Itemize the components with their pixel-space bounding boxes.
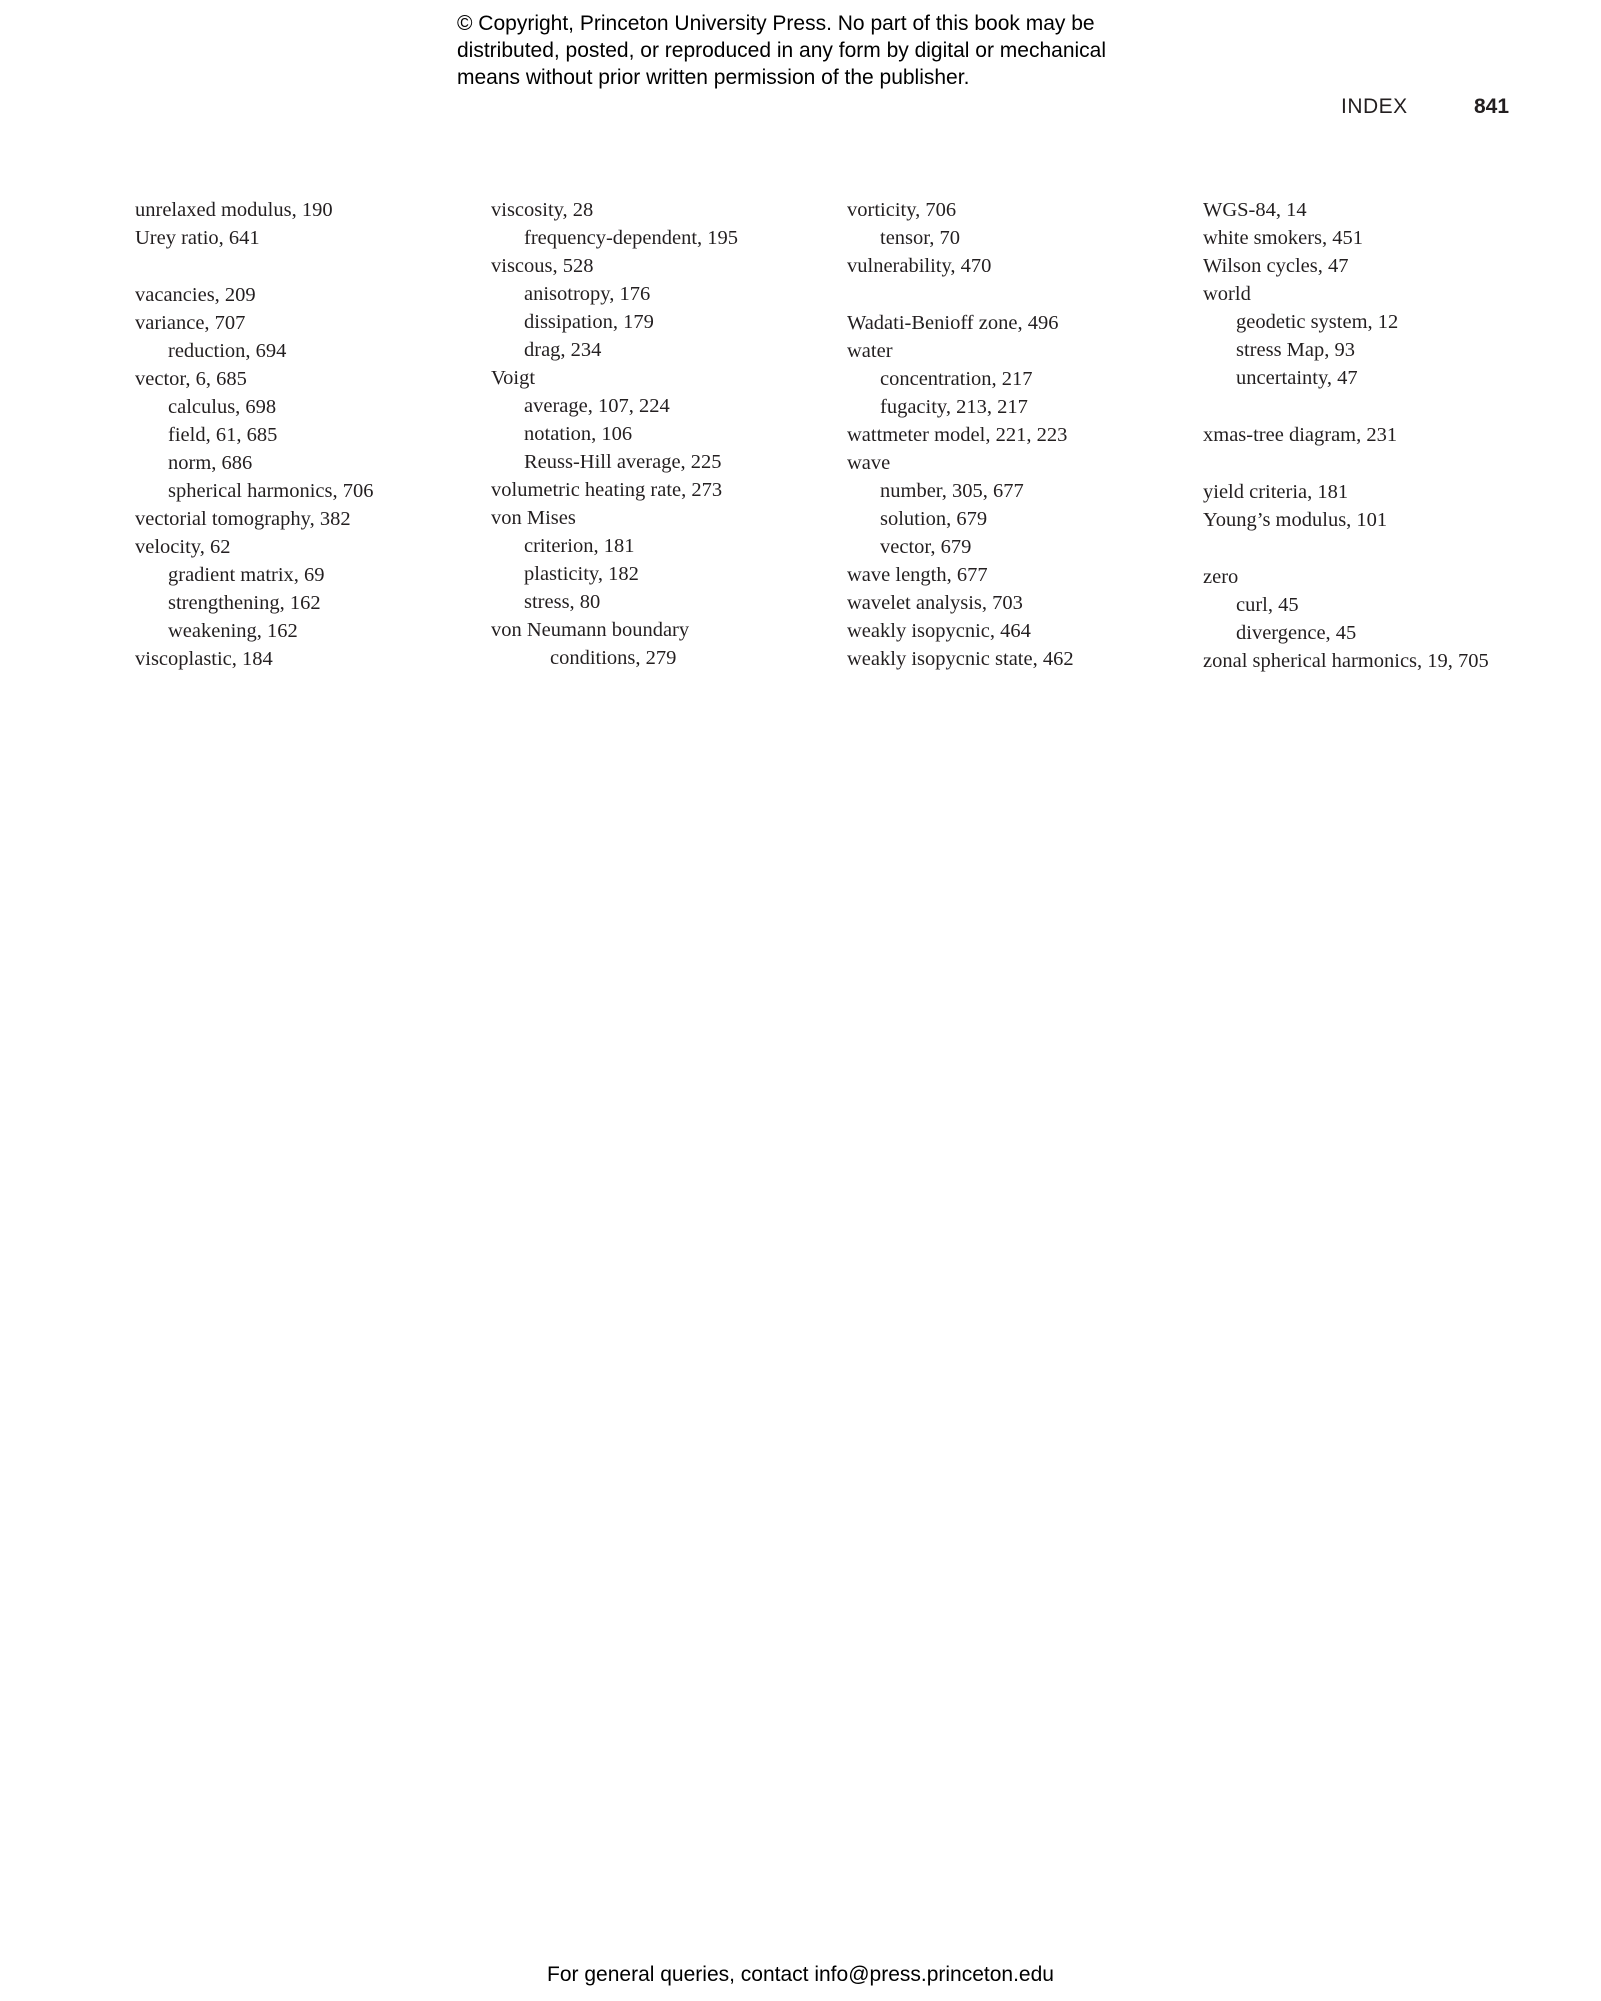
index-subentry: frequency-dependent, 195 [524,227,739,249]
index-columns [0,196,1601,696]
index-entry: viscosity, 28 [491,199,594,221]
index-entry: vulnerability, 470 [847,255,992,277]
index-subentry: field, 61, 685 [168,424,278,446]
index-entry: Voigt [491,367,536,389]
index-spacer [135,252,374,281]
index-column-1 [135,196,374,673]
index-entry: vector, 6, 685 [135,368,247,390]
index-entry: Wadati-Benioff zone, 496 [847,312,1059,334]
page-number: 841 [1474,95,1510,118]
index-subentry: dissipation, 179 [524,311,654,333]
index-subentry: stress Map, 93 [1236,339,1356,361]
index-column-4 [1203,196,1489,675]
index-entry: volumetric heating rate, 273 [491,479,723,501]
index-spacer [1203,449,1489,478]
index-spacer [1203,392,1489,421]
index-subentry: stress, 80 [524,591,601,613]
index-subentry: geodetic system, 12 [1236,311,1399,333]
running-head-label: INDEX [1341,95,1408,118]
index-entry: Young’s modulus, 101 [1203,509,1388,531]
copyright-notice [457,10,1177,91]
index-subentry: Reuss-Hill average, 225 [524,451,722,473]
index-subentry: spherical harmonics, 706 [168,480,374,502]
index-entry: Wilson cycles, 47 [1203,255,1349,277]
index-entry: zonal spherical harmonics, 19, 705 [1203,650,1489,672]
index-subentry: average, 107, 224 [524,395,670,417]
index-subentry: curl, 45 [1236,594,1299,616]
index-spacer [1203,534,1489,563]
index-spacer [847,280,1074,309]
copyright-line: © Copyright, Princeton University Press. No part of this book may be [457,12,1095,35]
index-entry: von Mises [491,507,576,529]
index-entry: vacancies, 209 [135,284,256,306]
index-subentry: solution, 679 [880,508,988,530]
index-subentry: fugacity, 213, 217 [880,396,1028,418]
index-entry: world [1203,283,1251,305]
index-entry: water [847,340,893,362]
index-entry: zero [1203,566,1239,588]
index-subentry: norm, 686 [168,452,253,474]
index-entry: weakly isopycnic state, 462 [847,648,1074,670]
index-subentry: plasticity, 182 [524,563,639,585]
index-subentry: divergence, 45 [1236,622,1357,644]
footer-contact: For general queries, contact info@press.princeton.edu [547,1963,1054,1986]
index-entry: wavelet analysis, 703 [847,592,1023,614]
copyright-line: distributed, posted, or reproduced in any form by digital or mechanical [457,39,1107,62]
index-subentry: weakening, 162 [168,620,298,642]
index-entry: wave [847,452,891,474]
index-entry: variance, 707 [135,312,246,334]
index-subentry: criterion, 181 [524,535,635,557]
index-subentry: anisotropy, 176 [524,283,651,305]
index-subentry: vector, 679 [880,536,972,558]
index-entry: Urey ratio, 641 [135,227,260,249]
index-entry: WGS-84, 14 [1203,199,1307,221]
copyright-line: means without prior written permission of the publisher. [457,66,970,89]
index-entry: weakly isopycnic, 464 [847,620,1031,642]
index-column-2 [491,196,738,672]
index-entry: von Neumann boundary [491,619,690,641]
index-subentry: tensor, 70 [880,227,961,249]
index-subentry: notation, 106 [524,423,633,445]
index-entry: viscous, 528 [491,255,594,277]
index-subentry: strengthening, 162 [168,592,321,614]
index-entry: viscoplastic, 184 [135,648,273,670]
index-entry: white smokers, 451 [1203,227,1363,249]
index-subentry: number, 305, 677 [880,480,1024,502]
index-entry: vectorial tomography, 382 [135,508,351,530]
index-entry: vorticity, 706 [847,199,957,221]
index-entry: xmas-tree diagram, 231 [1203,424,1398,446]
index-subentry: calculus, 698 [168,396,277,418]
index-subentry: concentration, 217 [880,368,1033,390]
index-entry: yield criteria, 181 [1203,481,1349,503]
index-subentry: reduction, 694 [168,340,287,362]
index-subentry: uncertainty, 47 [1236,367,1358,389]
index-entry: wave length, 677 [847,564,988,586]
index-column-3 [847,196,1074,673]
index-entry: velocity, 62 [135,536,231,558]
index-entry: wattmeter model, 221, 223 [847,424,1068,446]
index-subentry: drag, 234 [524,339,602,361]
index-subentry: conditions, 279 [550,647,677,669]
index-subentry: gradient matrix, 69 [168,564,325,586]
index-entry: unrelaxed modulus, 190 [135,199,333,221]
